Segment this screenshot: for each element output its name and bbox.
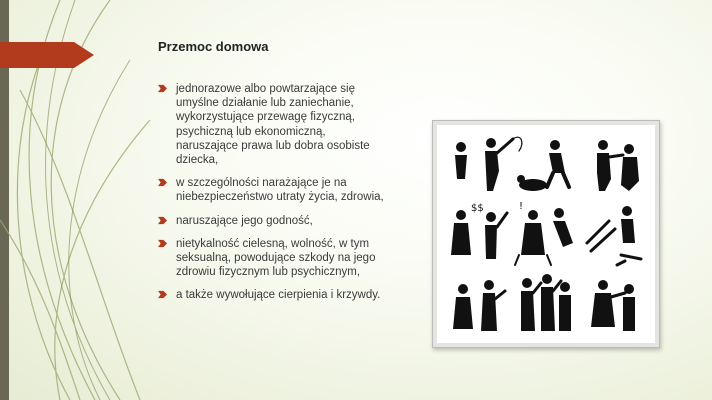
pictogram-panel (517, 140, 569, 191)
bullet-text: nietykalność cielesną, wolność, w tym seksualną, powodujące szkody na jego zdrowiu fizycznym lub psychicznym, (176, 237, 376, 279)
pictogram-panel (591, 280, 635, 331)
pictogram-panel (587, 206, 641, 265)
bullet-item (158, 214, 390, 228)
arrow-bullet-icon (158, 216, 167, 225)
pictogram-panel (597, 140, 639, 191)
bullet-item (158, 82, 390, 167)
bullet-item (158, 288, 390, 302)
bullet-text: w szczególności narażające je na niebezpieczeństwo utraty życia, zdrowia, (176, 177, 384, 204)
arrow-bullet-icon (158, 290, 167, 299)
bullet-text: a także wywołujące cierpienia i krzywdy. (176, 289, 381, 302)
bullet-list (158, 82, 390, 312)
arrow-bullet-icon (158, 239, 167, 248)
violence-pictograms-image (432, 120, 660, 348)
arrow-bullet-icon (158, 84, 167, 93)
svg-text:!: ! (519, 201, 524, 212)
domestic-violence-pictograms-icon (441, 129, 651, 339)
pictogram-panel (453, 280, 505, 331)
pictogram-panel (515, 201, 573, 265)
bullet-text: jednorazowe albo powtarzające się umyślne działanie lub zaniechanie, wykorzystujące przewagę fizyczną, psychiczną lub ekonomiczną, naruszające prawa lub dobra osobiste dziecka, (176, 83, 370, 167)
svg-text:$$: $$ (471, 203, 484, 214)
bullet-item (158, 176, 390, 204)
pictogram-panel (455, 137, 522, 191)
slide-title: Przemoc domowa (158, 39, 269, 54)
pictogram-panel (451, 203, 507, 259)
bullet-text: naruszające jego godność, (176, 214, 313, 227)
arrow-bullet-icon (158, 178, 167, 187)
pictogram-panel (521, 274, 571, 331)
title-arrow-shape (0, 0, 95, 70)
bullet-item (158, 237, 390, 280)
